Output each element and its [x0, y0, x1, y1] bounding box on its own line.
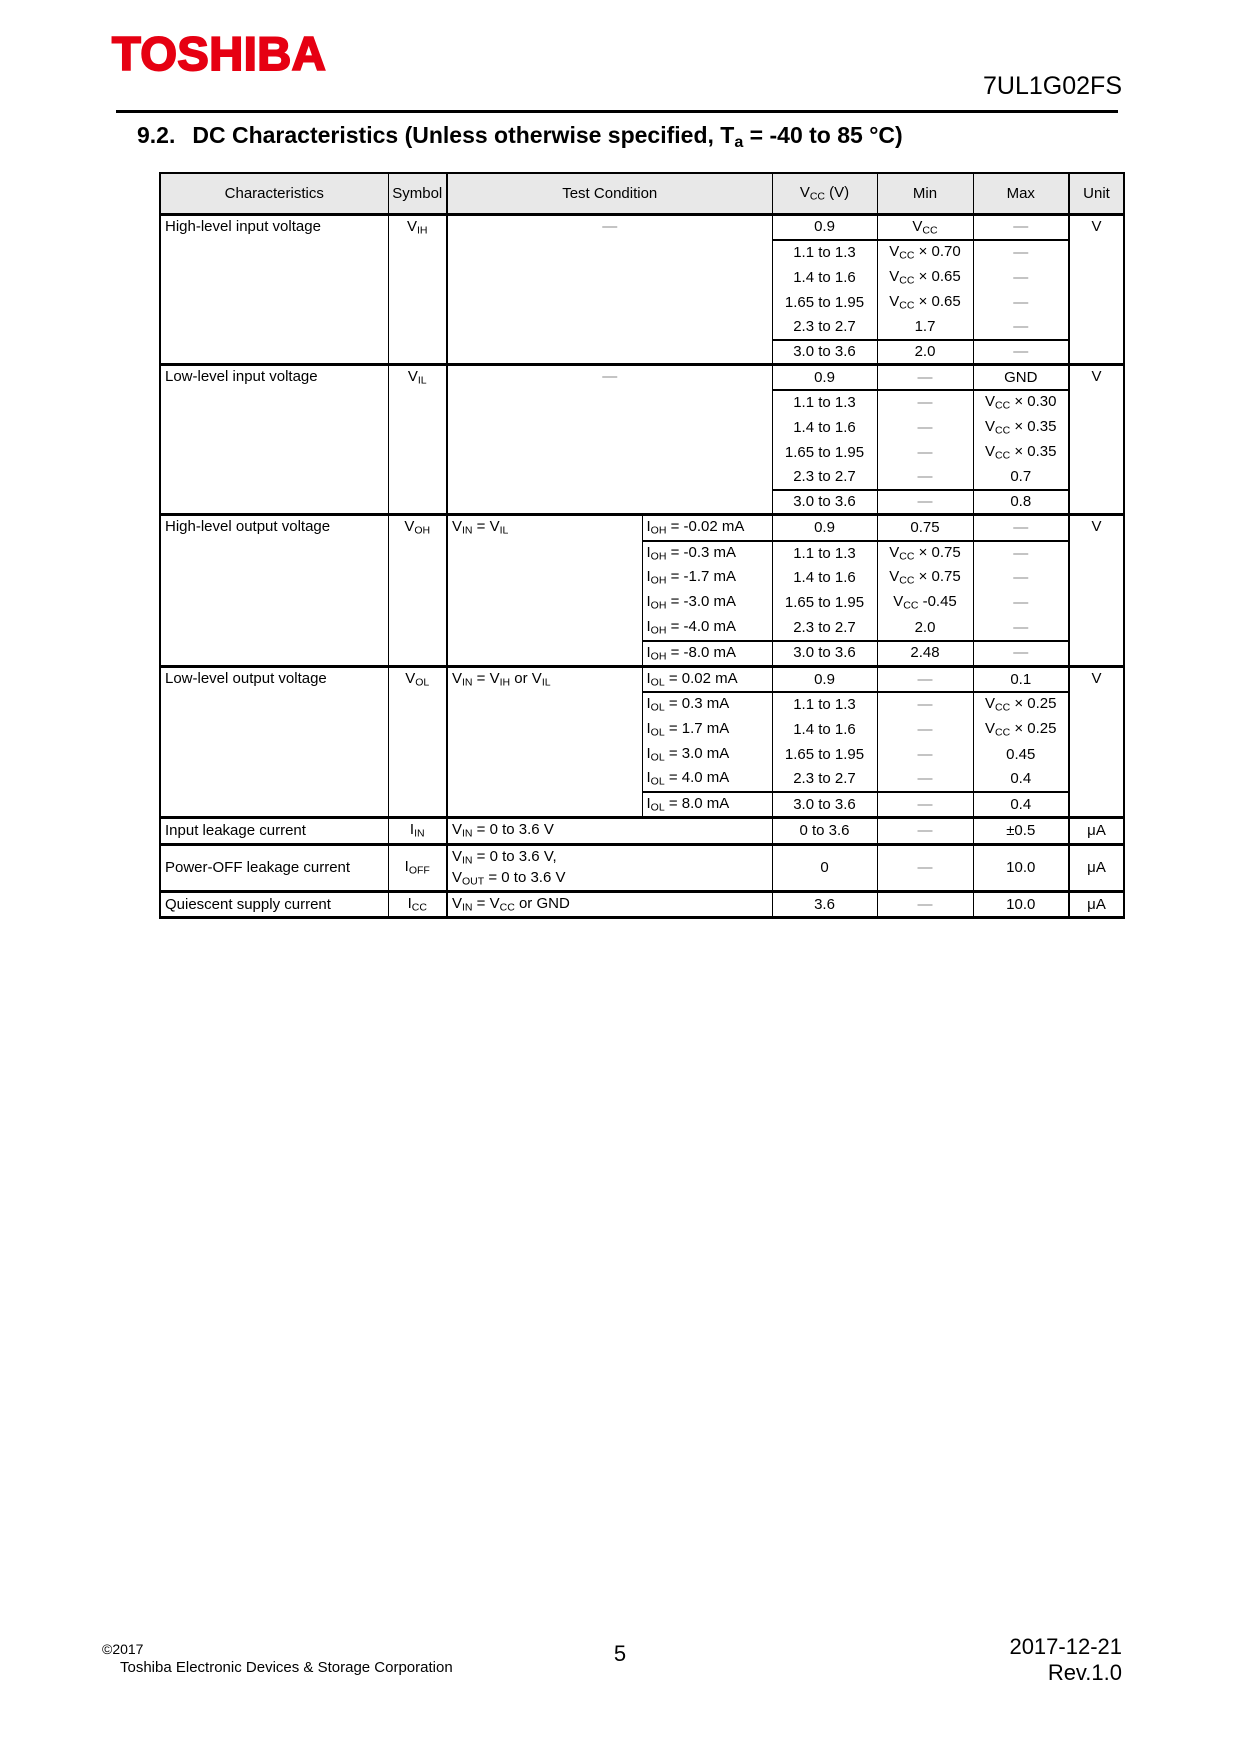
max-cell: 10.0 [973, 844, 1069, 892]
header-row [160, 173, 1124, 214]
vcc-cell: 0.9 [772, 666, 877, 692]
max-cell: — [973, 515, 1069, 541]
vcc-cell: 3.0 to 3.6 [772, 340, 877, 365]
min-cell: — [877, 792, 973, 818]
vcc-cell: 0 [772, 844, 877, 892]
unit-cell: V [1069, 214, 1124, 365]
max-cell: — [973, 240, 1069, 265]
table-row [160, 214, 1124, 240]
min-cell: $V_{CC} \times 0.75$ [877, 541, 973, 566]
max-cell: $V_{CC} \times 0.35$ [973, 415, 1069, 440]
sub-condition-cell: $I_{OH} = -0.02$ mA [642, 515, 772, 541]
sub-condition-cell: $I_{OL} = 1.7$ mA [642, 717, 772, 742]
sub-condition-cell: $I_{OL} = 0.02$ mA [642, 666, 772, 692]
sub-condition-cell: $I_{OH} = -0.3$ mA [642, 541, 772, 566]
test-condition-cell: $V_{IN} = V_{IL}$ [447, 515, 642, 667]
min-cell: — [877, 365, 973, 390]
min-cell: $V_{CC} \times 0.70$ [877, 240, 973, 265]
unit-cell: V [1069, 365, 1124, 515]
vcc-cell: 1.1 to 1.3 [772, 390, 877, 415]
vcc-cell: 1.65 to 1.95 [772, 290, 877, 315]
min-cell: — [877, 465, 973, 490]
vcc-cell: 1.65 to 1.95 [772, 591, 877, 616]
max-cell: 0.45 [973, 742, 1069, 767]
unit-cell: μA [1069, 892, 1124, 918]
min-cell: 2.48 [877, 641, 973, 667]
min-cell: — [877, 742, 973, 767]
min-cell: $V_{CC}$ -0.45 [877, 591, 973, 616]
max-cell: $V_{CC} \times 0.25$ [973, 692, 1069, 717]
test-condition-cell: $V_{IN} = V_{CC}$ or GND [447, 892, 772, 918]
table-row [160, 818, 1124, 844]
sub-condition-cell: $I_{OL} = 4.0$ mA [642, 767, 772, 792]
vcc-cell: 1.1 to 1.3 [772, 240, 877, 265]
test-condition-cell: $V_{IN} = 0$ to 3.6 V [447, 818, 772, 844]
symbol-cell: $I_{CC}$ [388, 892, 447, 918]
unit-cell: μA [1069, 844, 1124, 892]
document-revision: Rev.1.0 [1047, 1660, 1122, 1686]
max-cell: 0.8 [973, 490, 1069, 515]
vcc-cell: 1.4 to 1.6 [772, 717, 877, 742]
column-header-vcc: $V_{CC}$ (V) [772, 173, 877, 214]
test-condition-cell: $V_{IN} = 0$ to 3.6 V, $V_{OUT} = 0$ to 3.6 V [447, 844, 772, 892]
table-row [160, 844, 1124, 892]
characteristic-cell: High-level input voltage [160, 214, 388, 365]
dc-characteristics-table [159, 172, 1125, 919]
symbol-cell: $V_{OH}$ [388, 515, 447, 667]
min-cell: — [877, 767, 973, 792]
max-cell: — [973, 641, 1069, 667]
table-row [160, 892, 1124, 918]
table-row [160, 666, 1124, 692]
symbol-cell: $I_{IN}$ [388, 818, 447, 844]
document-date: 2017-12-21 [1009, 1634, 1122, 1659]
max-cell: 0.4 [973, 767, 1069, 792]
footer-right [1009, 1634, 1122, 1687]
header-divider [116, 110, 1118, 113]
max-cell: $V_{CC} \times 0.25$ [973, 717, 1069, 742]
min-cell: — [877, 390, 973, 415]
test-condition-cell: $V_{IN} = V_{IH}$ or $V_{IL}$ [447, 666, 642, 818]
vcc-cell: 0.9 [772, 365, 877, 390]
part-number: 7UL1G02FS [983, 72, 1122, 100]
symbol-cell: $I_{OFF}$ [388, 844, 447, 892]
max-cell: — [973, 616, 1069, 641]
section-heading-text: DC Characteristics (Unless otherwise specified, $T_a = -40$ to 85 °C) [192, 122, 903, 152]
max-cell: — [973, 214, 1069, 240]
unit-cell: V [1069, 515, 1124, 667]
max-cell: ±0.5 [973, 818, 1069, 844]
max-cell: 0.1 [973, 666, 1069, 692]
sub-condition-cell: $I_{OH} = -4.0$ mA [642, 616, 772, 641]
min-cell: $V_{CC} \times 0.65$ [877, 290, 973, 315]
characteristic-cell: High-level output voltage [160, 515, 388, 667]
max-cell: — [973, 265, 1069, 290]
sub-condition-cell: $I_{OL} = 3.0$ mA [642, 742, 772, 767]
vcc-cell: 0.9 [772, 214, 877, 240]
max-cell: — [973, 290, 1069, 315]
vcc-cell: 3.0 to 3.6 [772, 792, 877, 818]
column-header-min: Min [877, 173, 973, 214]
max-cell: 10.0 [973, 892, 1069, 918]
vcc-cell: 1.1 to 1.3 [772, 541, 877, 566]
sub-condition-cell: $I_{OL} = 8.0$ mA [642, 792, 772, 818]
characteristic-cell: Low-level input voltage [160, 365, 388, 515]
max-cell: 0.4 [973, 792, 1069, 818]
unit-cell: μA [1069, 818, 1124, 844]
vcc-cell: 1.1 to 1.3 [772, 692, 877, 717]
max-cell: $V_{CC} \times 0.30$ [973, 390, 1069, 415]
vcc-cell: 1.4 to 1.6 [772, 265, 877, 290]
symbol-cell: $V_{IL}$ [388, 365, 447, 515]
min-cell: — [877, 692, 973, 717]
characteristic-cell: Low-level output voltage [160, 666, 388, 818]
copyright: ©2017 [102, 1641, 144, 1657]
page-number: 5 [613, 1641, 627, 1666]
unit-cell: V [1069, 666, 1124, 818]
min-cell: — [877, 892, 973, 918]
max-cell: 0.7 [973, 465, 1069, 490]
min-cell: — [877, 490, 973, 515]
column-header-test: Test Condition [447, 173, 772, 214]
table-row [160, 515, 1124, 541]
symbol-cell: $V_{OL}$ [388, 666, 447, 818]
sub-condition-cell: $I_{OH} = -8.0$ mA [642, 641, 772, 667]
max-cell: $V_{CC} \times 0.35$ [973, 440, 1069, 465]
column-header-char: Characteristics [160, 173, 388, 214]
max-cell: — [973, 591, 1069, 616]
min-cell: $V_{CC} \times 0.65$ [877, 265, 973, 290]
vcc-cell: 0.9 [772, 515, 877, 541]
vcc-cell: 2.3 to 2.7 [772, 767, 877, 792]
max-cell: — [973, 315, 1069, 340]
column-header-unit: Unit [1069, 173, 1124, 214]
test-condition-cell: — [447, 214, 772, 365]
min-cell: 2.0 [877, 340, 973, 365]
characteristic-cell: Quiescent supply current [160, 892, 388, 918]
min-cell: — [877, 717, 973, 742]
min-cell: 0.75 [877, 515, 973, 541]
table-row [160, 365, 1124, 390]
min-cell: — [877, 666, 973, 692]
min-cell: $V_{CC} \times 0.75$ [877, 566, 973, 591]
min-cell: $V_{CC}$ [877, 214, 973, 240]
min-cell: — [877, 415, 973, 440]
sub-condition-cell: $I_{OL} = 0.3$ mA [642, 692, 772, 717]
max-cell: — [973, 566, 1069, 591]
characteristic-cell: Input leakage current [160, 818, 388, 844]
section-number: 9.2. [137, 122, 176, 148]
company-name: Toshiba Electronic Devices & Storage Corporation [120, 1658, 453, 1676]
min-cell: — [877, 440, 973, 465]
vcc-cell: 1.65 to 1.95 [772, 742, 877, 767]
vcc-cell: 2.3 to 2.7 [772, 315, 877, 340]
vcc-cell: 3.0 to 3.6 [772, 641, 877, 667]
symbol-cell: $V_{IH}$ [388, 214, 447, 365]
vcc-cell: 3.0 to 3.6 [772, 490, 877, 515]
vcc-cell: 2.3 to 2.7 [772, 465, 877, 490]
vcc-cell: 1.4 to 1.6 [772, 566, 877, 591]
vcc-cell: 0 to 3.6 [772, 818, 877, 844]
min-cell: — [877, 818, 973, 844]
min-cell: — [877, 844, 973, 892]
test-condition-cell: — [447, 365, 772, 515]
section-title [137, 122, 903, 152]
min-cell: 1.7 [877, 315, 973, 340]
vcc-cell: 1.65 to 1.95 [772, 440, 877, 465]
sub-condition-cell: $I_{OH} = -3.0$ mA [642, 591, 772, 616]
vcc-cell: 2.3 to 2.7 [772, 616, 877, 641]
max-cell: GND [973, 365, 1069, 390]
table-header [160, 173, 1124, 214]
toshiba-logo: TOSHIBA [112, 27, 327, 80]
max-cell: — [973, 340, 1069, 365]
column-header-max: Max [973, 173, 1069, 214]
sub-condition-cell: $I_{OH} = -1.7$ mA [642, 566, 772, 591]
characteristic-cell: Power-OFF leakage current [160, 844, 388, 892]
max-cell: — [973, 541, 1069, 566]
vcc-cell: 3.6 [772, 892, 877, 918]
column-header-symbol: Symbol [388, 173, 447, 214]
min-cell: 2.0 [877, 616, 973, 641]
vcc-cell: 1.4 to 1.6 [772, 415, 877, 440]
